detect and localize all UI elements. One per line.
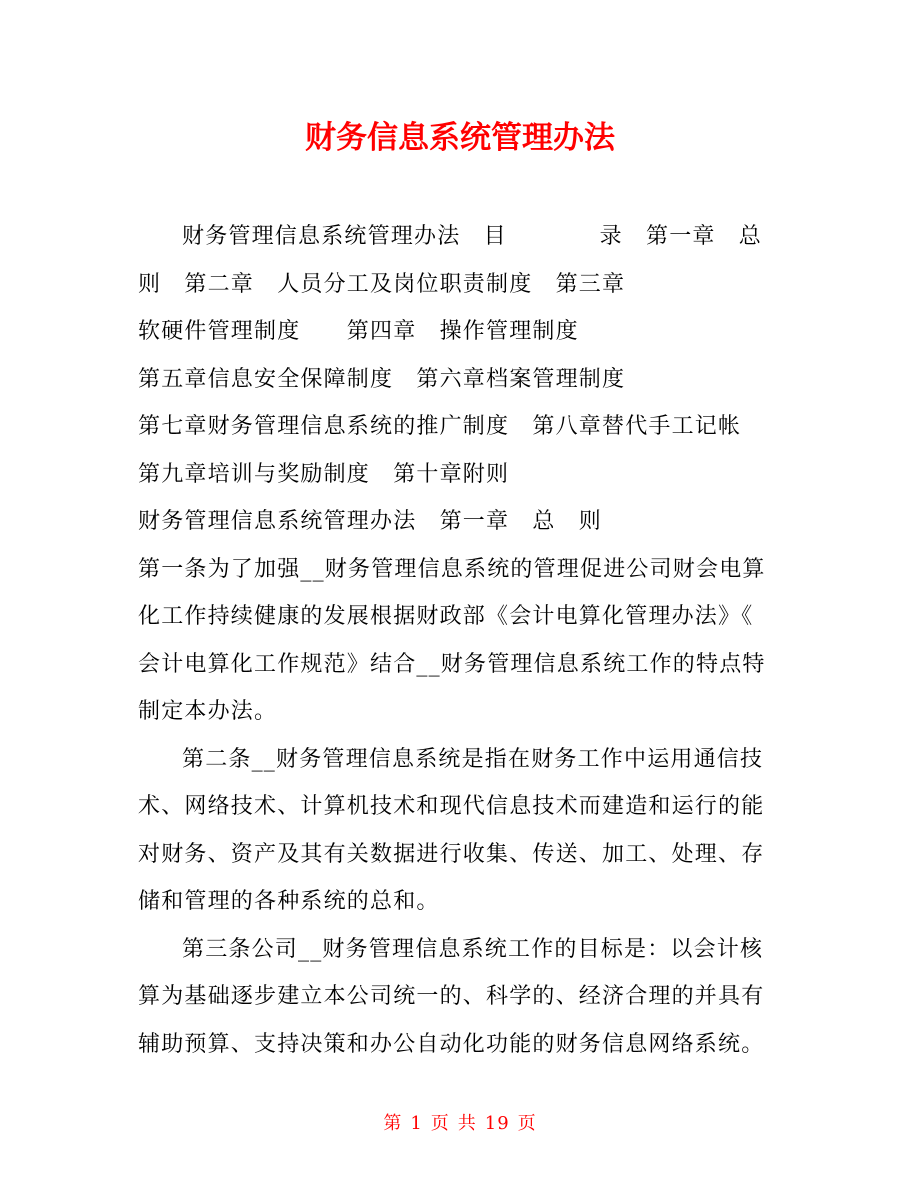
toc-line-5: 第七章财务管理信息系统的推广制度 第八章替代手工记帐 — [138, 414, 742, 439]
article-2-line-4: 储和管理的各种系统的总和。 — [138, 889, 440, 914]
article-2-line-2: 术、网络技术、计算机技术和现代信息技术而建造和运行的能 — [138, 794, 765, 819]
footer-total-label: 共 — [457, 1113, 477, 1134]
article-3-line-2: 算为基础逐步建立本公司统一的、科学的、经济合理的并具有 — [138, 984, 765, 1009]
footer-current-page: 1 — [410, 1113, 423, 1134]
article-1-line-4: 制定本办法。 — [138, 699, 278, 724]
chapter-heading: 财务管理信息系统管理办法 第一章 总 则 — [138, 509, 603, 534]
article-1-line-1: 第一条为了加强__财务管理信息系统的管理促进公司财会电算 — [138, 556, 766, 582]
footer-total-pages: 19 — [484, 1113, 510, 1134]
footer-page-label: 页 — [430, 1113, 450, 1134]
page-footer — [0, 1111, 920, 1137]
article-2-line-1: 第二条__财务管理信息系统是指在财务工作中运用通信技 — [182, 746, 764, 772]
document-title: 财务信息系统管理办法 — [305, 120, 615, 156]
document-body — [138, 213, 788, 1068]
article-1-line-3: 会计电算化工作规范》结合__财务管理信息系统工作的特点特 — [138, 651, 766, 677]
toc-line-2: 则 第二章 人员分工及岗位职责制度 第三章 — [138, 271, 626, 297]
toc-line-1: 财务管理信息系统管理办法 目 录 第一章 总 — [182, 224, 763, 249]
toc-line-6: 第九章培训与奖励制度 第十章附则 — [138, 461, 510, 487]
toc-line-3: 软硬件管理制度 第四章 操作管理制度 — [138, 319, 579, 344]
article-3-line-1: 第三条公司__财务管理信息系统工作的目标是：以会计核 — [182, 936, 764, 962]
article-1-line-2: 化工作持续健康的发展根据财政部《会计电算化管理办法》《 — [138, 604, 754, 629]
footer-prefix: 第 — [383, 1113, 403, 1134]
toc-line-4: 第五章信息安全保障制度 第六章档案管理制度 — [138, 366, 626, 392]
article-3-line-3: 辅助预算、支持决策和办公自动化功能的财务信息网络系统。 — [138, 1031, 765, 1057]
article-2-line-3: 对财务、资产及其有关数据进行收集、传送、加工、处理、存 — [138, 841, 765, 867]
footer-suffix: 页 — [517, 1113, 537, 1134]
